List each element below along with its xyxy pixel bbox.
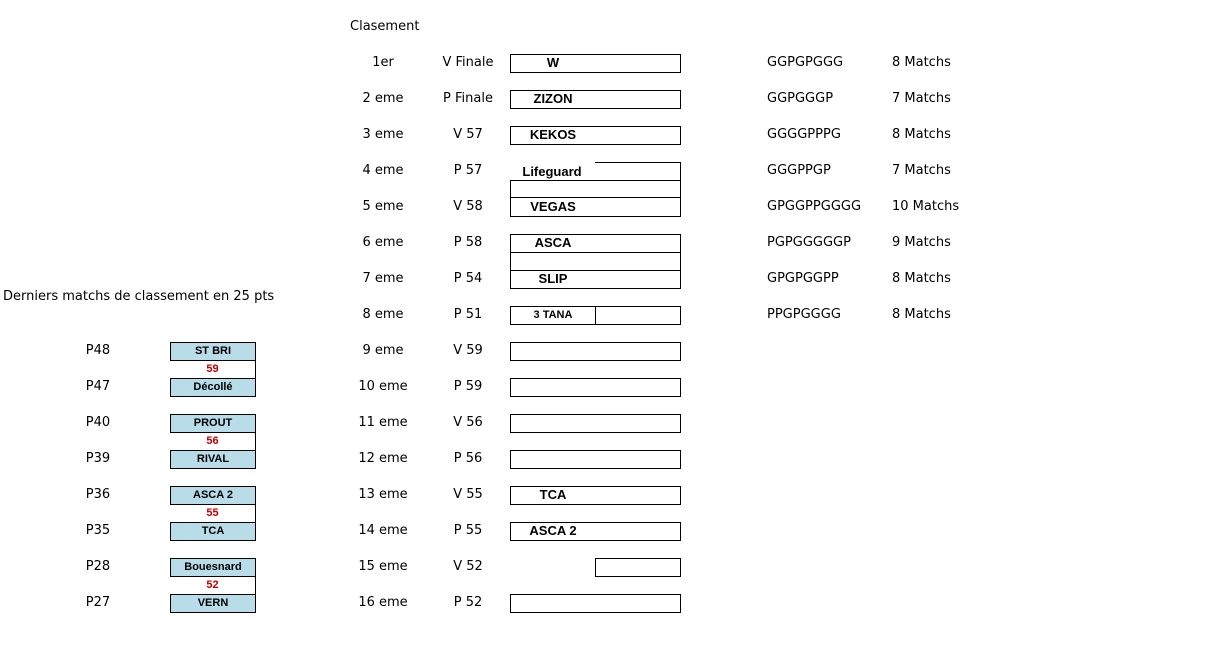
rank-label: 14 eme	[358, 523, 408, 538]
rank-label: 3 eme	[362, 127, 404, 142]
placement-team-cell[interactable]: PROUT	[170, 414, 256, 433]
team-name: ZIZON	[533, 91, 573, 106]
match-code: P 51	[453, 307, 483, 322]
rank-label: 5 eme	[362, 199, 404, 214]
match-count: 8 Matchs	[892, 271, 951, 286]
match-code: P 54	[453, 271, 483, 286]
rank-label: 8 eme	[362, 307, 404, 322]
placement-code: P27	[85, 595, 111, 610]
match-code: V 58	[453, 199, 483, 214]
match-code: P 52	[453, 595, 483, 610]
match-count: 7 Matchs	[892, 163, 951, 178]
placement-team-cell[interactable]: VERN	[170, 594, 256, 613]
match-code: V Finale	[442, 55, 494, 70]
team-name: TCA	[539, 487, 567, 502]
placement-code: P39	[85, 451, 111, 466]
placement-team-cell[interactable]: ASCA 2	[170, 486, 256, 505]
rank-label: 2 eme	[362, 91, 404, 106]
rank-label: 13 eme	[358, 487, 408, 502]
result-sequence: PGPGGGGGP	[767, 235, 851, 250]
placement-match-number: 56	[170, 433, 256, 450]
cell-border	[595, 306, 596, 325]
team-cell[interactable]	[510, 450, 681, 469]
rank-label: 16 eme	[358, 595, 408, 610]
match-code: V 57	[453, 127, 483, 142]
result-sequence: GPGGPPGGGG	[767, 199, 862, 214]
team-cell[interactable]	[510, 252, 681, 271]
placement-code: P48	[85, 343, 111, 358]
team-cell[interactable]	[510, 180, 681, 198]
result-sequence: GGPGGGP	[767, 91, 834, 106]
team-name: ASCA 2	[529, 523, 577, 538]
match-count: 8 Matchs	[892, 127, 951, 142]
match-count: 10 Matchs	[892, 199, 960, 214]
cell-border	[595, 162, 681, 163]
match-code: P Finale	[443, 91, 493, 106]
team-cell[interactable]	[510, 342, 681, 361]
team-name: 3 TANA	[533, 309, 573, 321]
team-cell[interactable]	[510, 378, 681, 397]
placement-code: P47	[85, 379, 111, 394]
team-name: W	[546, 55, 560, 70]
placement-team-cell[interactable]: ST BRI	[170, 342, 256, 361]
placement-team-cell[interactable]: Bouesnard	[170, 558, 256, 577]
rank-label: 11 eme	[358, 415, 408, 430]
match-code: V 55	[453, 487, 483, 502]
placement-team-cell[interactable]: RIVAL	[170, 450, 256, 469]
team-cell[interactable]	[510, 414, 681, 433]
rank-label: 10 eme	[358, 379, 408, 394]
team-cell[interactable]	[510, 594, 681, 613]
match-code: P 56	[453, 451, 483, 466]
placement-match-number: 59	[170, 361, 256, 378]
rank-label: 12 eme	[358, 451, 408, 466]
rank-label: 1er	[372, 55, 394, 70]
match-code: V 56	[453, 415, 483, 430]
placement-code: P35	[85, 523, 111, 538]
placement-team-cell[interactable]: TCA	[170, 522, 256, 541]
match-code: P 59	[453, 379, 483, 394]
sheet-title: Clasement	[350, 19, 420, 34]
placement-code: P36	[85, 487, 111, 502]
rank-label: 6 eme	[362, 235, 404, 250]
placement-code: P40	[85, 415, 111, 430]
result-sequence: GPGPGGPP	[767, 271, 839, 286]
match-count: 9 Matchs	[892, 235, 951, 250]
team-name: ASCA	[534, 235, 572, 250]
team-name: VEGAS	[530, 199, 576, 214]
placement-code: P28	[85, 559, 111, 574]
result-sequence: GGGGPPPG	[767, 127, 841, 142]
team-name: KEKOS	[529, 127, 577, 142]
placement-section-title: Derniers matchs de classement en 25 pts	[3, 289, 275, 304]
match-code: V 52	[453, 559, 483, 574]
rank-label: 15 eme	[358, 559, 408, 574]
rank-label: 7 eme	[362, 271, 404, 286]
placement-match-number: 55	[170, 505, 256, 522]
match-count: 8 Matchs	[892, 55, 951, 70]
team-name: SLIP	[538, 271, 568, 286]
rank-label: 9 eme	[362, 343, 404, 358]
placement-match-number: 52	[170, 577, 256, 594]
cell-border	[680, 162, 681, 180]
team-name: Lifeguard	[522, 164, 582, 179]
team-cell[interactable]	[595, 558, 681, 577]
rank-label: 4 eme	[362, 163, 404, 178]
placement-team-cell[interactable]: Décollé	[170, 378, 256, 397]
match-code: P 57	[453, 163, 483, 178]
match-code: P 55	[453, 523, 483, 538]
match-count: 8 Matchs	[892, 307, 951, 322]
match-code: P 58	[453, 235, 483, 250]
result-sequence: GGPGPGGG	[767, 55, 844, 70]
match-count: 7 Matchs	[892, 91, 951, 106]
result-sequence: GGGPPGP	[767, 163, 831, 178]
match-code: V 59	[453, 343, 483, 358]
result-sequence: PPGPGGGG	[767, 307, 841, 322]
